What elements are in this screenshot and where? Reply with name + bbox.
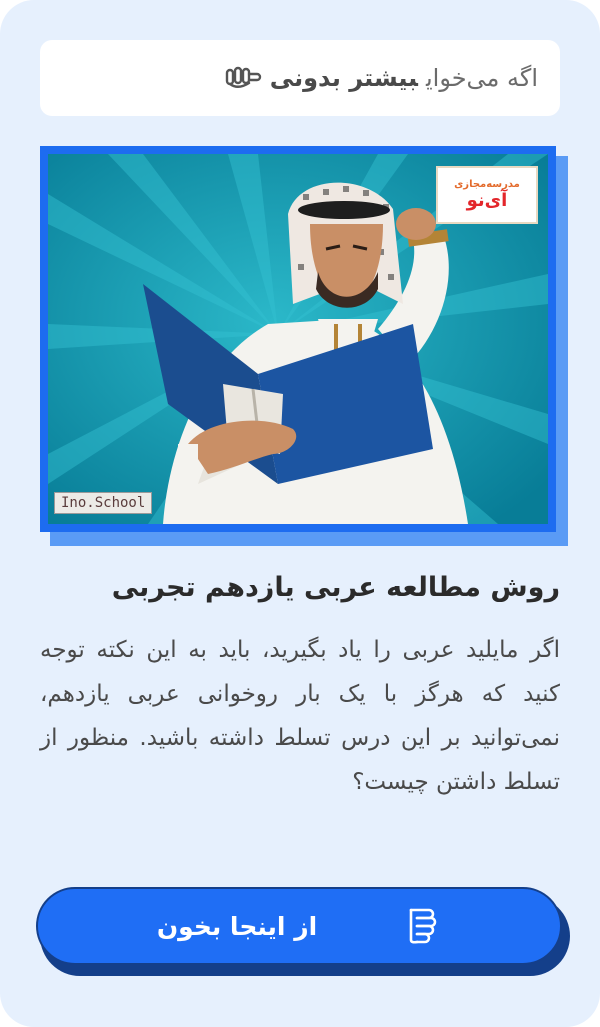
image-content (48, 154, 548, 524)
school-logo (436, 166, 538, 224)
read-more-hint (40, 40, 560, 116)
logo-subtitle: مدرسه‌مجازی (454, 179, 520, 190)
article-image[interactable] (40, 146, 560, 538)
pointing-hand-icon (407, 906, 441, 946)
read-here-label: از اینجا بخون (156, 911, 318, 941)
image-frame (40, 146, 556, 532)
article-title[interactable]: روش مطالعه عربی یازدهم تجربی (111, 572, 560, 603)
article-excerpt: اگر مایلید عربی را یاد بگیرید، باید به این نکته توجه کنید که هرگز با یک بار روخوانی عربی یازدهم، نمی‌توانید بر این درس تسلط داشته باشید. منظور از تسلط داشتن چیست؟ (40, 637, 560, 795)
logo-title: آی‌نو (466, 190, 508, 211)
hand-pointer-icon (224, 65, 262, 91)
hint-prefix: اگه می‌خوای (425, 64, 538, 92)
hint-text (270, 64, 538, 92)
watermark: Ino.School (54, 492, 152, 514)
hint-emphasis: بیشتر بدونی (269, 64, 418, 92)
read-here-button[interactable] (36, 887, 562, 965)
